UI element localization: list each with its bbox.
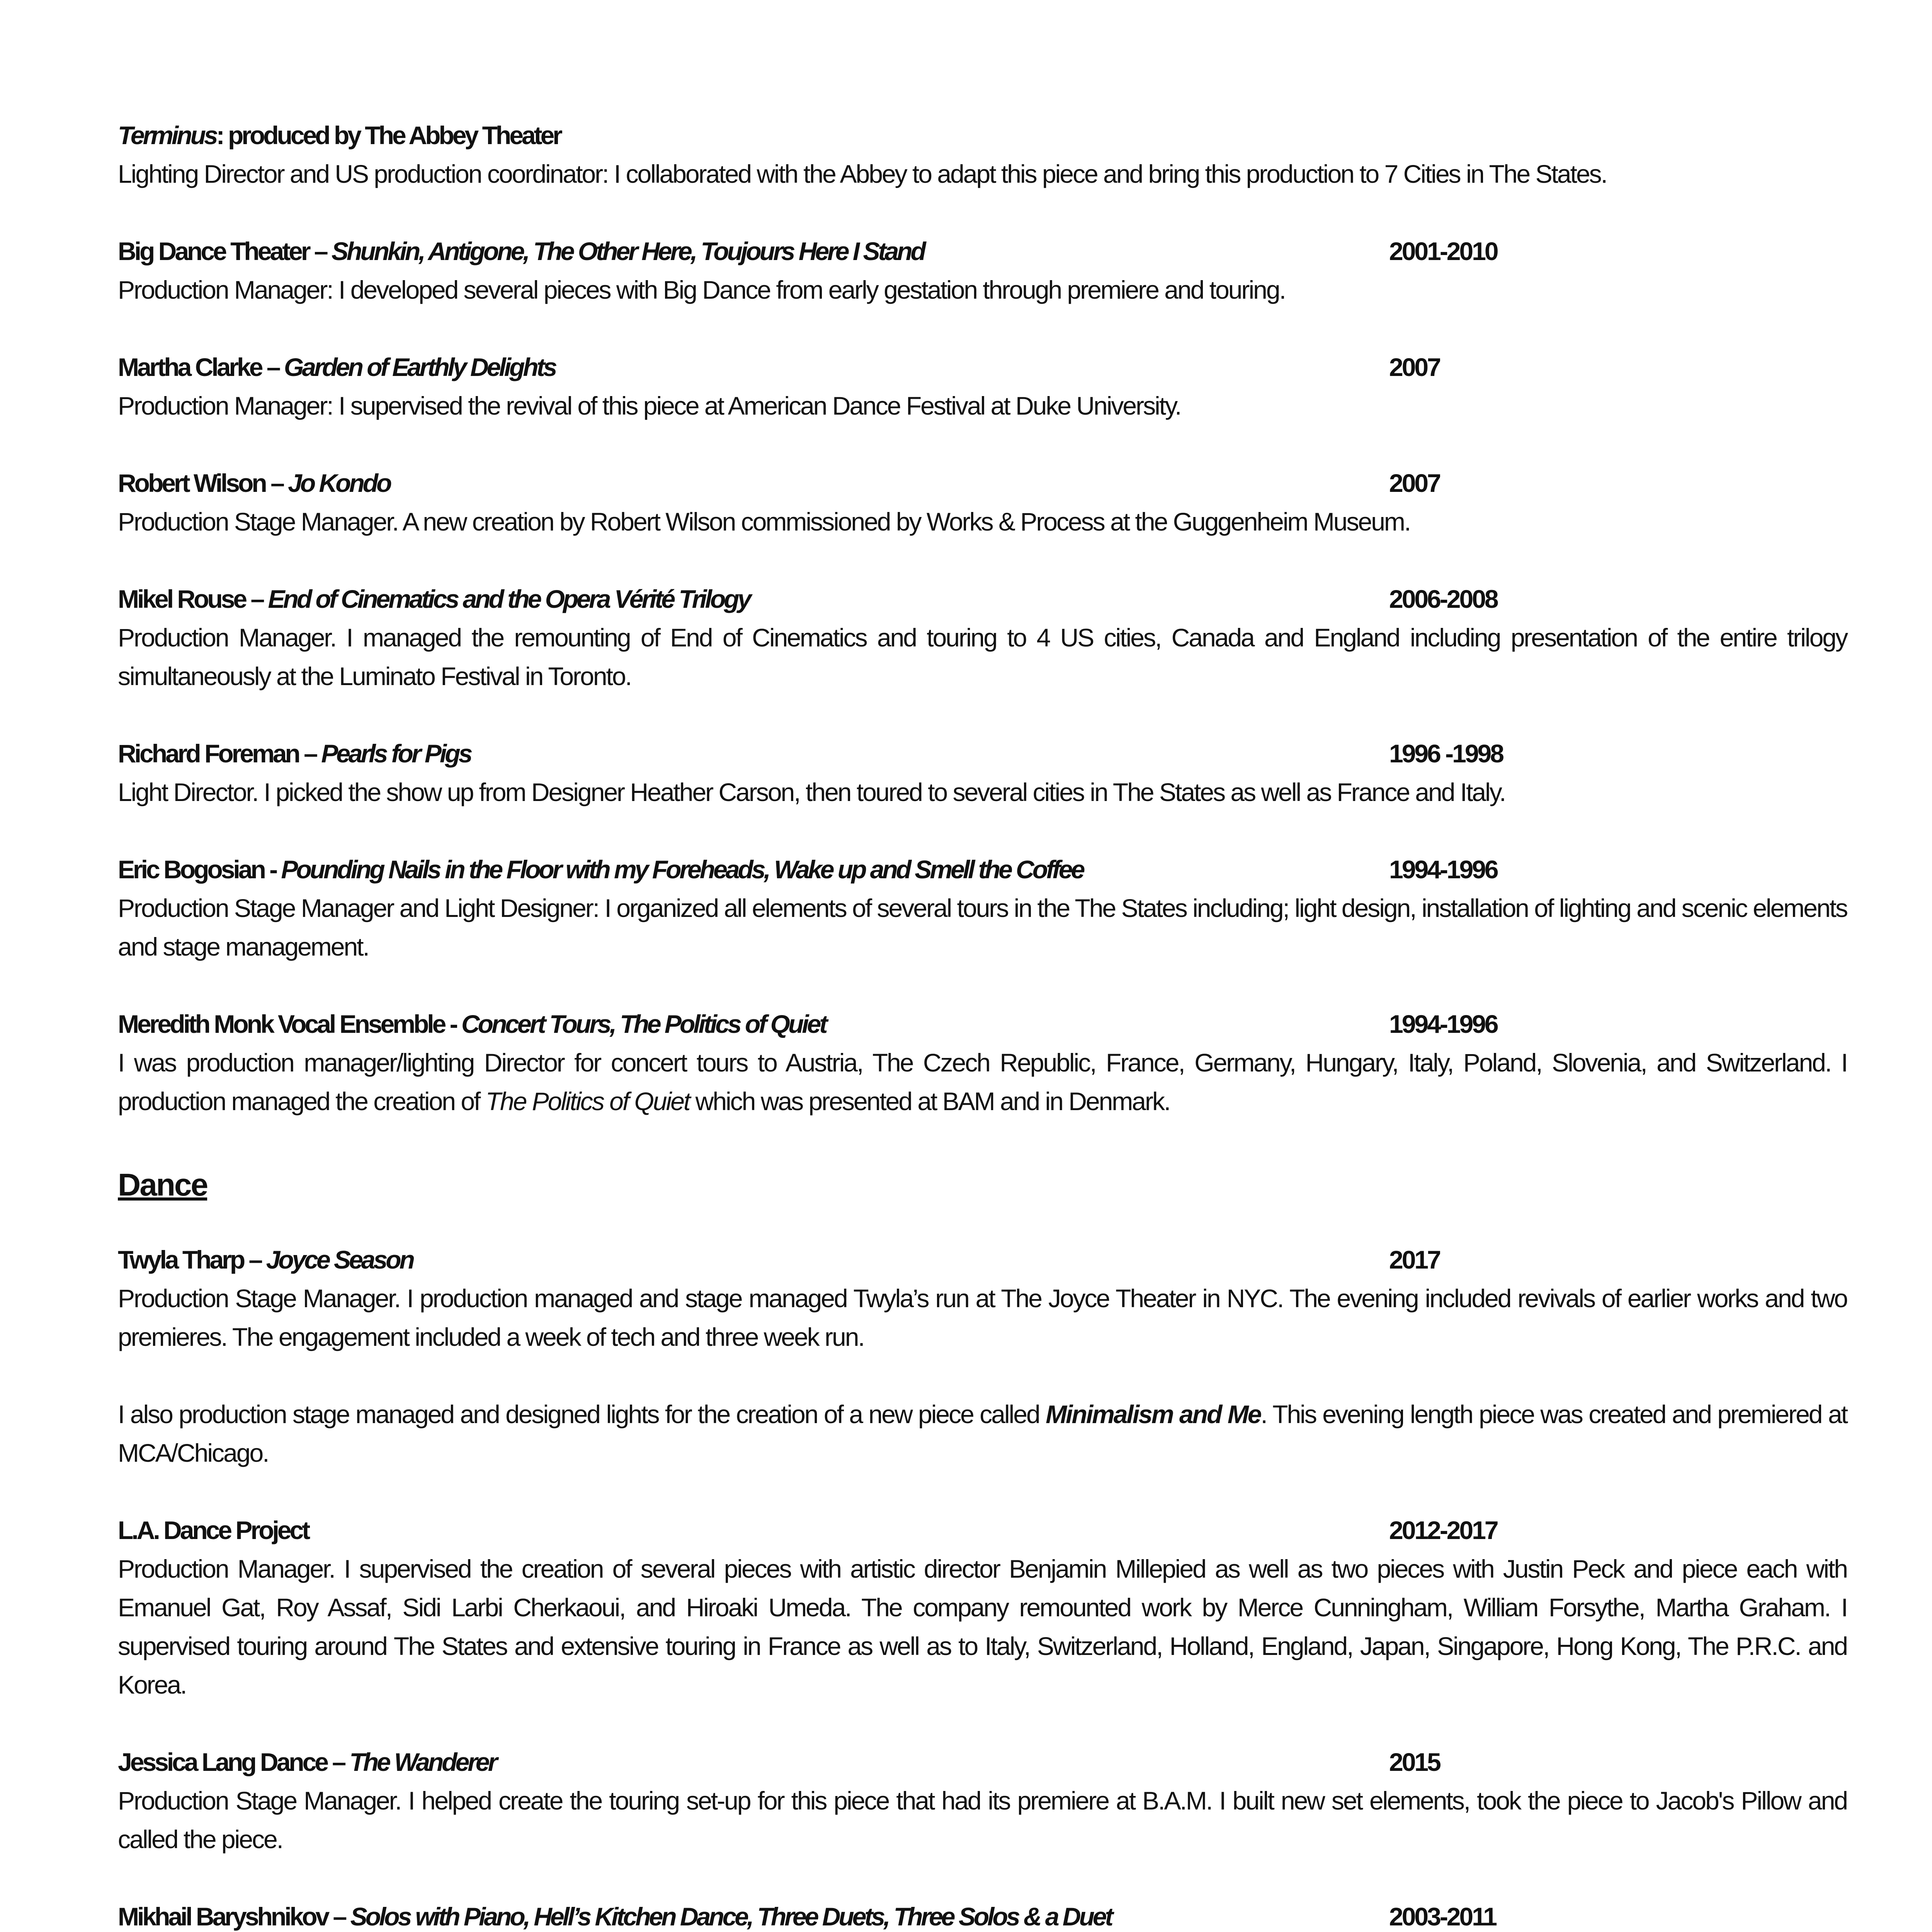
entry-separator: – [309,237,332,265]
entry-separator: - [264,855,281,884]
entry-description: Light Director. I picked the show up from Designer Heather Carson, then toured to several cities in The States as well as France and Italy. [118,778,1505,806]
entry-separator: – [327,1748,350,1776]
entry-years: 2012-2017 [1389,1516,1497,1544]
entry-heading [118,1743,1847,1781]
entry-work-title: Pounding Nails in the Floor with my Foreheads, Wake up and Smell the Coffee [281,855,1083,884]
entry-description-text: which was presented at BAM and in Denmark. [689,1087,1170,1116]
entry-heading [118,1240,1847,1279]
entry-work-title: Pearls for Pigs [321,739,471,768]
entry-years: 2001-2010 [1389,237,1497,265]
entry-description: Production Stage Manager. I helped create the touring set-up for this piece that had its premiere at B.A.M. I built new set elements, took the piece to Jacob's Pillow and called the piece. [118,1786,1847,1854]
entry-artist: Mikel Rouse [118,585,246,613]
entry-work-title: Shunkin, Antigone, The Other Here, Toujours Here I Stand [331,237,924,265]
entry-artist: Twyla Tharp [118,1245,244,1274]
entry-years: 1994-1996 [1389,855,1497,884]
entry-description-text: I was production manager/lighting Director for concert tours to Austria, The Czech Republic, France, Germany, Hungary, Italy, Poland, Slovenia, and Switzerland. I production managed the creation of [118,1048,1847,1116]
entry-heading [118,1511,1847,1549]
entry-description: Production Manager. I supervised the creation of several pieces with artistic director Benjamin Millepied as well as two pieces with Justin Peck and piece each with Emanuel Gat, Roy Assaf, Sidi Larbi Cherkaoui, and Hiroaki Umeda. The company remounted work by Merce Cunningham, William Forsythe, Martha Graham. I supervised touring around The States and extensive touring in France as well as to Italy, Switzerland, Holland, England, Japan, Singapore, Hong Kong, The P.R.C. and Korea. [118,1554,1847,1699]
entry-work-title: The Wanderer [349,1748,496,1776]
entry-description: Production Manager. I managed the remounting of End of Cinematics and touring to 4 US cities, Canada and England including presentation of the entire trilogy simultaneously at the Luminato Festival in Toronto. [118,623,1847,690]
entry-description: Lighting Director and US production coordinator: I collaborated with the Abbey to adapt this piece and bring this production to 7 Cities in The States. [118,160,1607,188]
dance-entry-list [118,1511,1847,1932]
entry-heading [118,580,1847,618]
entry-work-title: Solos with Piano, Hell’s Kitchen Dance, Three Duets, Three Solos & a Duet [350,1902,1112,1931]
entry-paragraph-text: I also production stage managed and designed lights for the creation of a new piece called [118,1400,1046,1429]
entry-heading [118,116,1847,155]
resume-entry [118,850,1847,966]
resume-entry [118,232,1847,309]
entry-separator: – [261,353,284,381]
entry-years: 2003-2011 [1389,1902,1496,1931]
section-heading-dance: Dance [118,1167,207,1202]
resume-page [118,116,1847,1932]
entry-years: 2006-2008 [1389,585,1497,613]
entry-title-suffix: : produced by The Abbey Theater [216,121,561,150]
entry-years: 1994-1996 [1389,1010,1497,1038]
entry-artist: Robert Wilson [118,469,265,497]
entry-years: 2007 [1389,469,1440,497]
theater-entry-list [118,116,1847,1005]
entry-artist: Richard Foreman [118,739,299,768]
resume-entry [118,1240,1847,1472]
resume-entry [118,1511,1847,1704]
entry-years: 2015 [1389,1748,1440,1776]
entry-description [118,1043,1847,1121]
resume-entry [118,1005,1847,1121]
entry-separator: – [298,739,321,768]
entry-description: Production Manager: I supervised the revival of this piece at American Dance Festival at Duke University. [118,391,1181,420]
entry-work-title: Terminus [118,121,216,150]
entry-artist: Big Dance Theater [118,237,309,265]
entry-heading [118,1897,1847,1932]
entry-separator: - [444,1010,461,1038]
entry-years: 2017 [1389,1245,1440,1274]
entry-artist: L.A. Dance Project [118,1516,309,1544]
resume-entry [118,464,1847,541]
resume-entry [118,580,1847,696]
resume-entry [118,734,1847,811]
entry-heading [118,464,1847,502]
resume-entry [118,1743,1847,1859]
entry-separator: – [265,469,288,497]
entry-separator: – [328,1902,350,1931]
entry-description: Production Manager: I developed several pieces with Big Dance from early gestation through premiere and touring. [118,276,1285,304]
resume-entry [118,1897,1847,1932]
entry-heading [118,1005,1847,1043]
entry-description: Production Stage Manager. I production managed and stage managed Twyla’s run at The Joyce Theater in NYC. The evening included revivals of earlier works and two premieres. The engagement included a week of tech and three week run. [118,1284,1847,1351]
entry-work-title: Concert Tours, The Politics of Quiet [461,1010,826,1038]
entry-heading [118,850,1847,889]
entry-separator: – [245,585,268,613]
entry-work-title: Joyce Season [266,1245,413,1274]
entry-years: 1996 -1998 [1389,739,1503,768]
entry-description: Production Stage Manager. A new creation by Robert Wilson commissioned by Works & Process at the Guggenheim Museum. [118,507,1410,536]
entry-artist: Meredith Monk Vocal Ensemble [118,1010,445,1038]
entry-work-title: Jo Kondo [288,469,390,497]
entry-paragraph-text: . This evening length piece was created and premiered at MCA/Chicago. [118,1400,1847,1467]
entry-artist: Eric Bogosian [118,855,264,884]
resume-entry [118,348,1847,425]
entry-heading [118,232,1847,270]
entry-work-title: Garden of Earthly Delights [284,353,556,381]
entry-heading [118,734,1847,773]
entry-separator: – [243,1245,266,1274]
entry-paragraph [118,1395,1847,1472]
entry-work-title: End of Cinematics and the Opera Vérité Trilogy [268,585,750,613]
entry-artist: Martha Clarke [118,353,262,381]
entry-description: Production Stage Manager and Light Designer: I organized all elements of several tours in the The States including; light design, installation of lighting and scenic elements and stage management. [118,894,1847,961]
entry-artist: Mikhail Baryshnikov [118,1902,328,1931]
resume-entry [118,116,1847,193]
entry-years: 2007 [1389,353,1440,381]
entry-artist: Jessica Lang Dance [118,1748,327,1776]
entry-heading [118,348,1847,386]
entry-description-italic: The Politics of Quiet [485,1087,690,1116]
entry-paragraph-emphasis: Minimalism and Me [1046,1400,1261,1429]
